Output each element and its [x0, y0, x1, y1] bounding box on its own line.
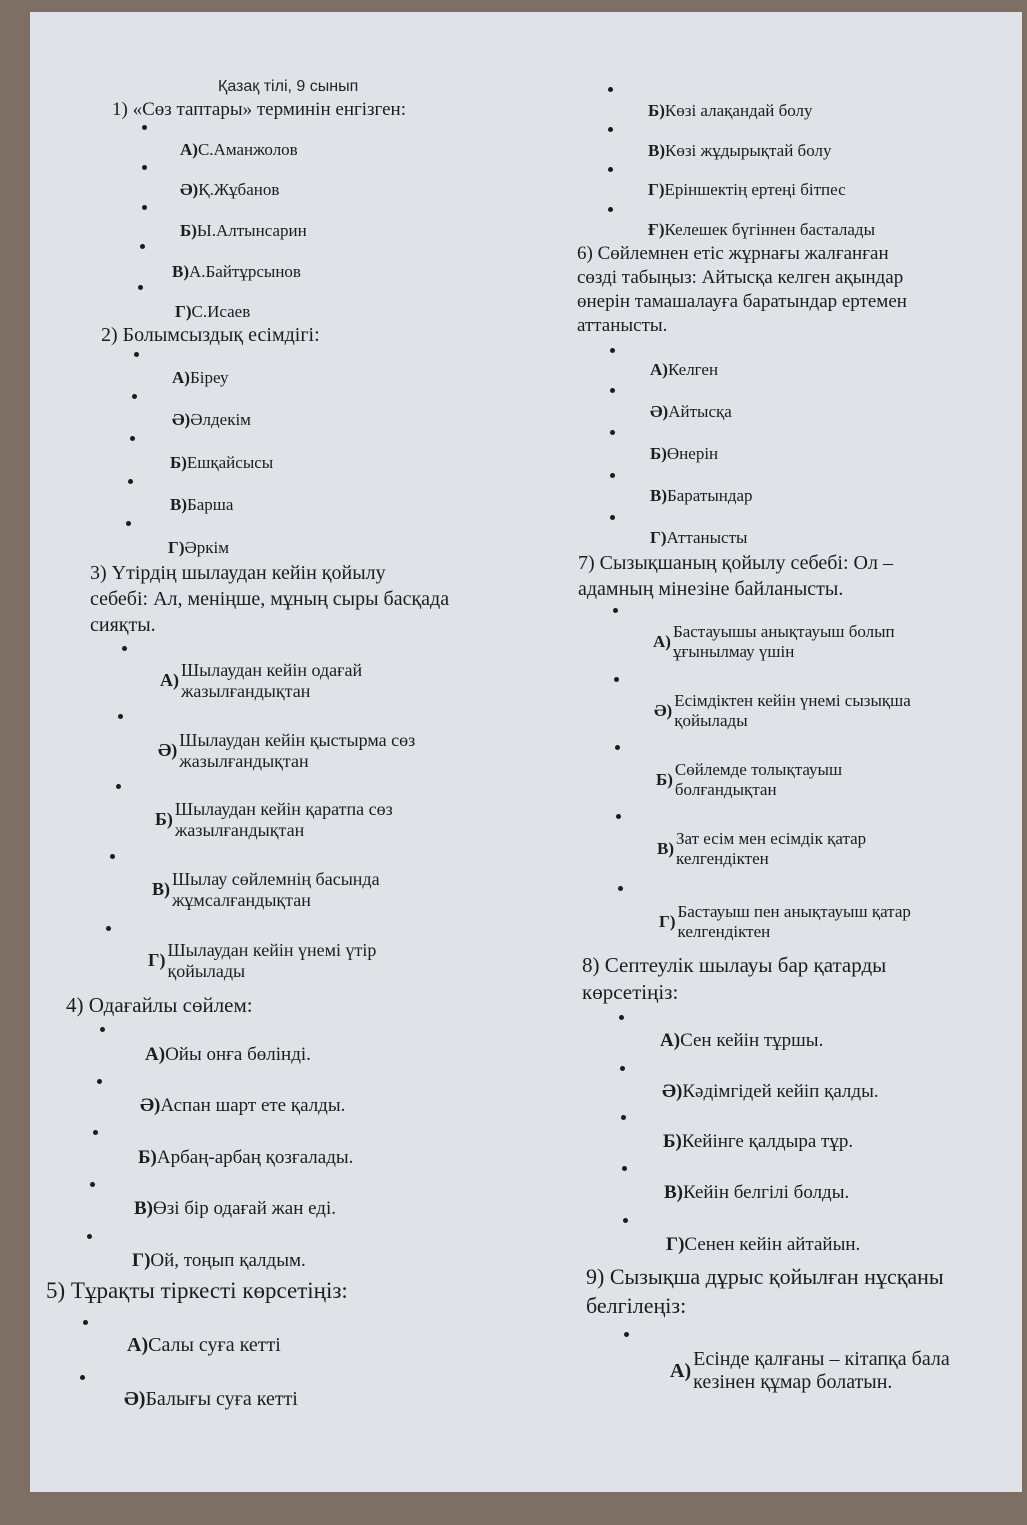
- q8-option-v[interactable]: В)Кейін белгілі болды.: [664, 1182, 850, 1203]
- q8-option-g[interactable]: Г)Сенен кейін айтайын.: [666, 1234, 861, 1255]
- bullet: [140, 244, 145, 249]
- bullet: [610, 348, 615, 353]
- q4-option-g[interactable]: Г)Ой, тоңып қалдым.: [132, 1250, 306, 1271]
- bullet: [610, 388, 615, 393]
- q6-option-v[interactable]: В)Баратындар: [650, 486, 753, 505]
- q5-option-a[interactable]: А)Салы суға кетті: [127, 1334, 281, 1356]
- q1-option-b[interactable]: Б)Ы.Алтынсарин: [180, 221, 307, 240]
- bullet: [80, 1375, 85, 1380]
- bullet: [622, 1166, 627, 1171]
- q6-option-ae[interactable]: Ә)Айтысқа: [650, 402, 732, 421]
- q5-option-b[interactable]: Б)Көзі алақандай болу: [648, 101, 813, 120]
- bullet: [608, 167, 613, 172]
- q2-option-b[interactable]: Б)Ешқайсысы: [170, 453, 274, 472]
- question-9: 9) Сызықша дұрыс қойылған нұсқаны белгілеңіз:: [586, 1264, 944, 1318]
- q1-option-v[interactable]: В)А.Байтұрсынов: [172, 262, 301, 281]
- bullet: [97, 1079, 102, 1084]
- q3-option-b[interactable]: Б) Шылаудан кейін қаратпа сөз жазылғандықтан: [155, 799, 393, 840]
- question-3: 3) Үтірдің шылаудан кейін қойылу себебі: Ал, меніңше, мұның сыры басқада сияқты.: [90, 562, 450, 636]
- q2-option-a[interactable]: А)Біреу: [172, 368, 229, 387]
- bullet: [621, 1115, 626, 1120]
- question-4: 4) Одағайлы сөйлем:: [66, 993, 253, 1017]
- bullet: [128, 479, 133, 484]
- question-5: 5) Тұрақты тіркесті көрсетіңіз:: [46, 1278, 348, 1303]
- bullet: [83, 1320, 88, 1325]
- q4-option-b[interactable]: Б)Арбаң-арбаң қозғалады.: [138, 1147, 354, 1168]
- bullet: [100, 1027, 105, 1032]
- document-title: Қазақ тілі, 9 сынып: [218, 78, 359, 95]
- q3-option-a[interactable]: А) Шылаудан кейін одағай жазылғандықтан: [160, 660, 363, 701]
- q2-option-ae[interactable]: Ә)Әлдекім: [172, 410, 251, 429]
- question-7: 7) Сызықшаның қойылу себебі: Ол – адамның мінезіне байланысты.: [578, 552, 893, 600]
- question-1: 1) «Сөз таптары» терминін енгізген:: [112, 99, 406, 120]
- bullet: [614, 677, 619, 682]
- question-6: 6) Сөйлемнен етіс жұрнағы жалғанған сөзді табыңыз: Айтысқа келген ақындар өнерін тамашалауға баратындар ертемен аттанысты.: [577, 243, 907, 336]
- q2-option-g[interactable]: Г)Әркім: [168, 538, 230, 557]
- q1-option-a[interactable]: А)С.Аманжолов: [180, 140, 298, 159]
- bullet: [613, 608, 618, 613]
- question-2: 2) Болымсыздық есімдігі:: [101, 324, 320, 346]
- exam-sheet: [30, 12, 1022, 1492]
- bullet: [623, 1218, 628, 1223]
- q8-option-b[interactable]: Б)Кейінге қалдыра тұр.: [663, 1131, 854, 1152]
- bullet: [608, 207, 613, 212]
- bullet: [608, 87, 613, 92]
- q3-option-g[interactable]: Г) Шылаудан кейін үнемі үтір қойылады: [148, 940, 377, 981]
- bullet: [110, 854, 115, 859]
- bullet: [624, 1332, 629, 1337]
- bullet: [618, 886, 623, 891]
- q5-option-gh[interactable]: Ғ)Келешек бүгіннен басталады: [648, 220, 876, 239]
- q7-option-a[interactable]: А) Бастауышы анықтауыш болып ұғынылмау үшін: [653, 622, 895, 661]
- bullet: [93, 1130, 98, 1135]
- q7-option-ae[interactable]: Ә) Есімдіктен кейін үнемі сызықша қойылады: [654, 691, 911, 730]
- bullet: [122, 646, 127, 651]
- bullet: [610, 473, 615, 478]
- bullet: [620, 1066, 625, 1071]
- q4-option-ae[interactable]: Ә)Аспан шарт ете қалды.: [140, 1095, 346, 1116]
- q8-option-ae[interactable]: Ә)Кәдімгідей кейіп қалды.: [662, 1081, 879, 1102]
- q6-option-b[interactable]: Б)Өнерін: [650, 444, 719, 463]
- bullet: [126, 521, 131, 526]
- bullet: [118, 714, 123, 719]
- q6-option-a[interactable]: А)Келген: [650, 360, 719, 379]
- q7-option-b[interactable]: Б) Сөйлемде толықтауыш болғандықтан: [656, 760, 843, 799]
- bullet: [142, 165, 147, 170]
- bullet: [142, 205, 147, 210]
- q2-option-v[interactable]: В)Барша: [170, 495, 234, 514]
- bullet: [608, 127, 613, 132]
- q7-option-v[interactable]: В) Зат есім мен есімдік қатар келгендіктен: [657, 829, 867, 868]
- q1-option-g[interactable]: Г)С.Исаев: [175, 302, 251, 321]
- question-8: 8) Септеулік шылауы бар қатарды көрсетіңіз:: [582, 953, 887, 1004]
- q8-option-a[interactable]: А)Сен кейін тұршы.: [660, 1030, 824, 1051]
- q1-option-ae[interactable]: Ә)Қ.Жұбанов: [180, 180, 280, 199]
- q5-option-v[interactable]: В)Көзі жұдырықтай болу: [648, 141, 832, 160]
- q5-option-ae[interactable]: Ә)Балығы суға кетті: [124, 1388, 298, 1410]
- bullet: [134, 352, 139, 357]
- q7-option-g[interactable]: Г) Бастауыш пен анықтауыш қатар келгендіктен: [659, 902, 911, 941]
- q6-option-g[interactable]: Г)Аттанысты: [650, 528, 748, 547]
- bullet: [132, 394, 137, 399]
- bullet: [90, 1182, 95, 1187]
- bullet: [130, 436, 135, 441]
- q5-option-g[interactable]: Г)Еріншектің ертеңі бітпес: [648, 180, 846, 199]
- bullet: [116, 784, 121, 789]
- bullet: [619, 1015, 624, 1020]
- bullet: [138, 285, 143, 290]
- bullet: [142, 125, 147, 130]
- q4-option-v[interactable]: В)Өзі бір одағай жан еді.: [134, 1198, 337, 1219]
- bullet: [610, 430, 615, 435]
- q3-option-v[interactable]: В) Шылау сөйлемнің басында жұмсалғандықтан: [152, 869, 380, 910]
- bullet: [106, 926, 111, 931]
- q4-option-a[interactable]: А)Ойы онға бөлінді.: [145, 1044, 311, 1065]
- bullet: [610, 515, 615, 520]
- bullet: [616, 814, 621, 819]
- q3-option-ae[interactable]: Ә) Шылаудан кейін қыстырма сөз жазылғандықтан: [158, 730, 416, 771]
- q9-option-a[interactable]: А) Есінде қалғаны – кітапқа бала кезінен құмар болатын.: [670, 1348, 950, 1393]
- bullet: [615, 745, 620, 750]
- bullet: [87, 1234, 92, 1239]
